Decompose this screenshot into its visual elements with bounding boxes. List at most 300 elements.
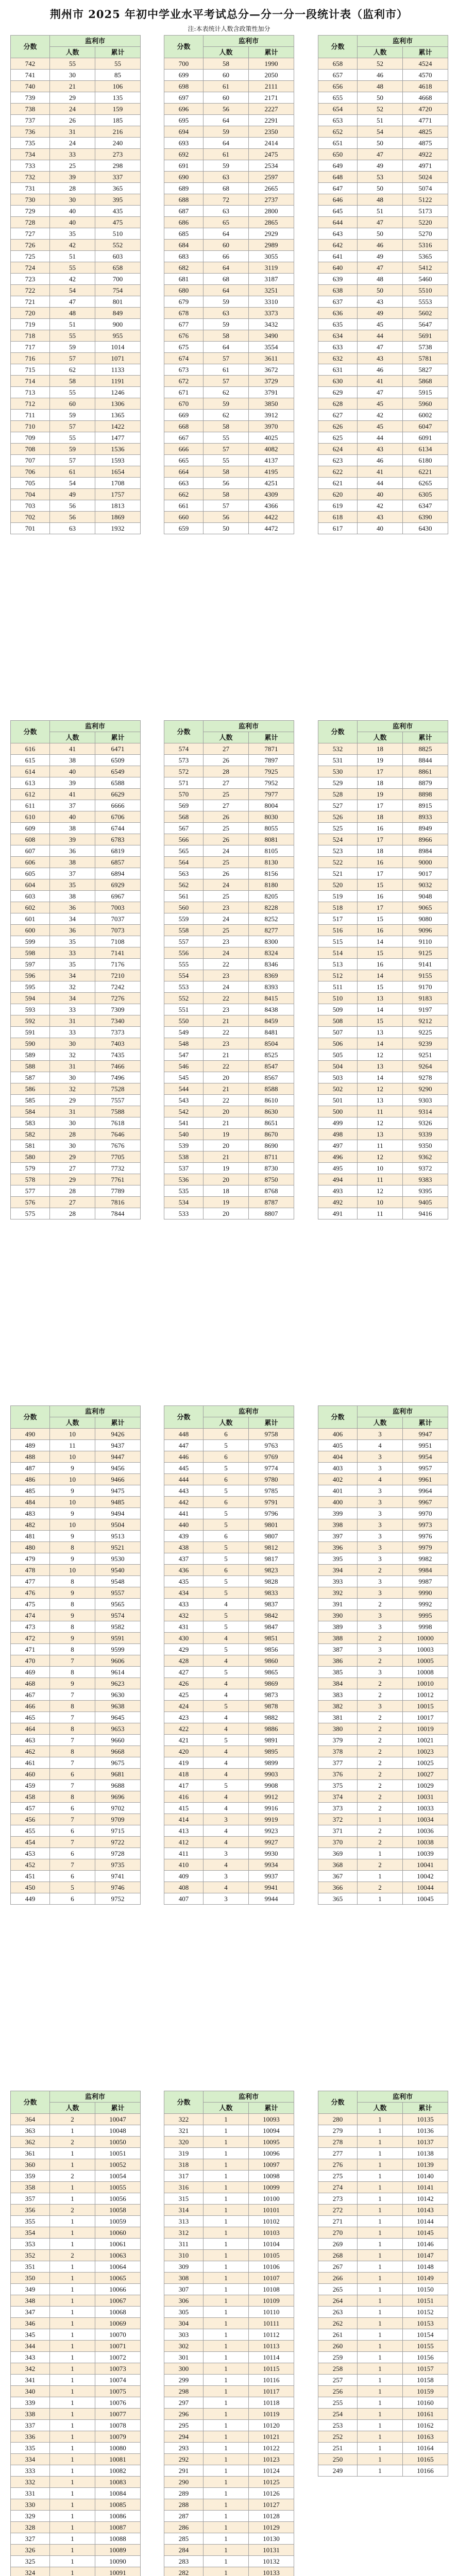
table-row <box>11 1655 141 1667</box>
count-cell: 16 <box>358 857 403 868</box>
table-row <box>164 500 294 512</box>
table-row <box>164 1140 294 1151</box>
count-cell: 3 <box>358 1576 403 1587</box>
table-row <box>318 217 448 228</box>
table-row <box>11 1791 141 1803</box>
count-cell: 28 <box>50 1185 95 1197</box>
score-cell: 446 <box>164 1451 203 1463</box>
cumulative-cell: 10105 <box>249 2250 294 2261</box>
count-cell: 7 <box>50 1859 95 1871</box>
count-cell: 1 <box>50 2533 95 2545</box>
count-cell: 1 <box>203 2533 249 2545</box>
count-cell: 3 <box>358 1531 403 1542</box>
cumulative-cell: 6180 <box>403 455 448 466</box>
table-row <box>318 376 448 387</box>
cumulative-cell: 3187 <box>249 274 294 285</box>
header-count: 人数 <box>203 1417 249 1429</box>
cumulative-cell: 4524 <box>403 58 448 70</box>
count-cell: 57 <box>50 353 95 364</box>
score-cell: 483 <box>11 1508 50 1519</box>
score-cell: 616 <box>11 743 50 755</box>
score-cell: 567 <box>164 823 203 834</box>
score-cell: 580 <box>11 1151 50 1163</box>
count-cell: 49 <box>358 308 403 319</box>
table-row <box>318 823 448 834</box>
cumulative-cell: 10152 <box>403 2307 448 2318</box>
table-row <box>11 1429 141 1440</box>
table-row <box>164 2522 294 2533</box>
table-row <box>164 1712 294 1723</box>
score-cell: 327 <box>11 2533 50 2545</box>
table-row <box>318 1049 448 1061</box>
cumulative-cell: 10059 <box>95 2216 141 2227</box>
cumulative-cell: 9995 <box>403 1610 448 1621</box>
cumulative-cell: 9599 <box>95 1644 141 1655</box>
score-cell: 387 <box>318 1644 358 1655</box>
cumulative-cell: 9290 <box>403 1083 448 1095</box>
cumulative-cell: 8933 <box>403 811 448 823</box>
table-row <box>318 2182 448 2193</box>
cumulative-cell: 8504 <box>249 1038 294 1049</box>
cumulative-cell: 9912 <box>249 1791 294 1803</box>
score-cell: 588 <box>11 1061 50 1072</box>
table-row <box>164 925 294 936</box>
cumulative-cell: 4922 <box>403 149 448 160</box>
count-cell: 24 <box>203 845 249 857</box>
count-cell: 7 <box>50 1780 95 1791</box>
score-cell: 719 <box>11 319 50 330</box>
page-title: 荆州市 2025 年初中学业水平考试总分—分一分一段统计表（监利市） <box>49 8 409 21</box>
table-row <box>164 251 294 262</box>
score-cell: 522 <box>318 857 358 868</box>
table-row <box>11 1061 141 1072</box>
table-row <box>164 1083 294 1095</box>
table-row <box>11 206 141 217</box>
score-cell: 451 <box>11 1871 50 1882</box>
table-row <box>11 879 141 891</box>
score-cell: 705 <box>11 478 50 489</box>
count-cell: 1 <box>358 2159 403 2171</box>
count-cell: 7 <box>50 1712 95 1723</box>
table-row <box>164 444 294 455</box>
cumulative-cell: 9096 <box>403 925 448 936</box>
cumulative-cell: 5316 <box>403 240 448 251</box>
table-row <box>11 319 141 330</box>
table-row <box>164 1780 294 1791</box>
table-row <box>11 444 141 455</box>
table-row <box>164 1655 294 1667</box>
score-cell: 586 <box>11 1083 50 1095</box>
score-cell: 509 <box>318 1004 358 1015</box>
table-row <box>11 1757 141 1769</box>
score-cell: 679 <box>164 296 203 308</box>
count-cell: 1 <box>358 2171 403 2182</box>
cumulative-cell: 1757 <box>95 489 141 500</box>
table-row <box>318 2193 448 2205</box>
score-cell: 307 <box>164 2284 203 2295</box>
cumulative-cell: 10075 <box>95 2386 141 2397</box>
score-cell: 321 <box>164 2125 203 2137</box>
score-cell: 680 <box>164 285 203 296</box>
cumulative-cell: 9326 <box>403 1117 448 1129</box>
table-row <box>318 1140 448 1151</box>
count-cell: 41 <box>50 789 95 800</box>
table-row <box>164 1474 294 1485</box>
count-cell: 51 <box>358 206 403 217</box>
score-cell: 273 <box>318 2193 358 2205</box>
table-row <box>11 217 141 228</box>
count-cell: 4 <box>203 1689 249 1701</box>
cumulative-cell: 9964 <box>403 1485 448 1497</box>
cumulative-cell: 5510 <box>403 285 448 296</box>
score-cell: 539 <box>164 1140 203 1151</box>
score-cell: 439 <box>164 1531 203 1542</box>
score-cell: 437 <box>164 1553 203 1565</box>
table-row <box>318 1587 448 1599</box>
cumulative-cell: 9869 <box>249 1678 294 1689</box>
cumulative-cell: 10098 <box>249 2171 294 2182</box>
count-cell: 1 <box>203 2454 249 2465</box>
table-row <box>318 1163 448 1174</box>
cumulative-cell: 5270 <box>403 228 448 240</box>
table-row <box>164 1061 294 1072</box>
cumulative-cell: 9919 <box>249 1814 294 1825</box>
table-row <box>318 1072 448 1083</box>
cumulative-cell: 10137 <box>403 2137 448 2148</box>
cumulative-cell: 9653 <box>95 1723 141 1735</box>
count-cell: 40 <box>50 206 95 217</box>
score-cell: 554 <box>164 970 203 981</box>
count-cell: 1 <box>358 2182 403 2193</box>
cumulative-cell: 1071 <box>95 353 141 364</box>
score-cell: 494 <box>318 1174 358 1185</box>
score-cell: 478 <box>11 1565 50 1576</box>
score-cell: 404 <box>318 1451 358 1463</box>
cumulative-cell: 10114 <box>249 2352 294 2363</box>
cumulative-cell: 10102 <box>249 2216 294 2227</box>
score-cell: 546 <box>164 1061 203 1072</box>
score-cell: 601 <box>11 913 50 925</box>
table-row <box>318 1825 448 1837</box>
cumulative-cell: 9823 <box>249 1565 294 1576</box>
cumulative-cell: 9668 <box>95 1746 141 1757</box>
score-cell: 479 <box>11 1553 50 1565</box>
cumulative-cell: 7789 <box>95 1185 141 1197</box>
cumulative-cell: 2534 <box>249 160 294 172</box>
table-row <box>318 2284 448 2295</box>
table-row <box>164 1803 294 1814</box>
cumulative-cell: 10081 <box>95 2454 141 2465</box>
table-row <box>11 1633 141 1644</box>
table-row <box>11 1197 141 1208</box>
table-row <box>318 1208 448 1219</box>
count-cell: 3 <box>358 1451 403 1463</box>
table-row <box>164 2182 294 2193</box>
cumulative-cell: 9383 <box>403 1174 448 1185</box>
cumulative-cell: 2414 <box>249 138 294 149</box>
cumulative-cell: 10048 <box>95 2125 141 2137</box>
cumulative-cell: 7618 <box>95 1117 141 1129</box>
cumulative-cell: 6588 <box>95 777 141 789</box>
cumulative-cell: 6666 <box>95 800 141 811</box>
count-cell: 3 <box>358 1429 403 1440</box>
cumulative-cell: 9251 <box>403 1049 448 1061</box>
count-cell: 50 <box>358 92 403 104</box>
count-cell: 24 <box>203 879 249 891</box>
count-cell: 1 <box>358 2431 403 2443</box>
table-row <box>164 879 294 891</box>
table-row <box>164 2273 294 2284</box>
count-cell: 15 <box>358 913 403 925</box>
score-cell: 689 <box>164 183 203 194</box>
score-cell: 521 <box>318 868 358 879</box>
count-cell: 26 <box>203 868 249 879</box>
score-cell: 740 <box>11 81 50 92</box>
score-cell: 721 <box>11 296 50 308</box>
score-cell: 682 <box>164 262 203 274</box>
table-row <box>164 115 294 126</box>
count-cell: 4 <box>358 1474 403 1485</box>
cumulative-cell: 10063 <box>95 2250 141 2261</box>
cumulative-cell: 9828 <box>249 1576 294 1587</box>
score-cell: 736 <box>11 126 50 138</box>
table-row <box>164 285 294 296</box>
cumulative-cell: 10124 <box>249 2465 294 2477</box>
score-cell: 361 <box>11 2148 50 2159</box>
score-cell: 572 <box>164 766 203 777</box>
score-cell: 516 <box>318 925 358 936</box>
table-row <box>164 364 294 376</box>
table-row <box>318 2307 448 2318</box>
cumulative-cell: 10158 <box>403 2375 448 2386</box>
count-cell: 27 <box>203 743 249 755</box>
cumulative-cell: 5173 <box>403 206 448 217</box>
cumulative-cell: 8588 <box>249 1083 294 1095</box>
cumulative-cell: 10021 <box>403 1735 448 1746</box>
score-cell: 295 <box>164 2420 203 2431</box>
table-row <box>318 432 448 444</box>
table-row <box>164 342 294 353</box>
table-row <box>318 398 448 410</box>
cumulative-cell: 4668 <box>403 92 448 104</box>
score-cell: 662 <box>164 489 203 500</box>
score-cell: 524 <box>318 834 358 845</box>
count-cell: 63 <box>203 172 249 183</box>
score-cell: 435 <box>164 1576 203 1587</box>
table-row <box>164 2193 294 2205</box>
score-cell: 576 <box>11 1197 50 1208</box>
header-count: 人数 <box>50 47 95 58</box>
score-cell: 709 <box>11 432 50 444</box>
score-cell: 688 <box>164 194 203 206</box>
table-row <box>164 1519 294 1531</box>
count-cell: 56 <box>50 500 95 512</box>
count-cell: 42 <box>358 500 403 512</box>
table-row <box>164 466 294 478</box>
cumulative-cell: 7588 <box>95 1106 141 1117</box>
count-cell: 43 <box>358 512 403 523</box>
table-row <box>11 2511 141 2522</box>
score-cell: 638 <box>318 285 358 296</box>
score-cell: 552 <box>164 993 203 1004</box>
score-table <box>10 1405 141 1905</box>
count-cell: 7 <box>50 1689 95 1701</box>
score-cell: 621 <box>318 478 358 489</box>
count-cell: 3 <box>203 1848 249 1859</box>
table-row <box>11 2250 141 2261</box>
score-cell: 251 <box>318 2443 358 2454</box>
score-cell: 557 <box>164 936 203 947</box>
table-row <box>318 2397 448 2409</box>
count-cell: 1 <box>203 2295 249 2307</box>
count-cell: 5 <box>203 1485 249 1497</box>
table-row <box>11 1599 141 1610</box>
cumulative-cell: 10067 <box>95 2295 141 2307</box>
table-row <box>11 2352 141 2363</box>
count-cell: 30 <box>50 70 95 81</box>
score-cell: 413 <box>164 1825 203 1837</box>
cumulative-cell: 8055 <box>249 823 294 834</box>
cumulative-cell: 10119 <box>249 2409 294 2420</box>
score-cell: 526 <box>318 811 358 823</box>
table-row <box>11 1083 141 1095</box>
cumulative-cell: 9565 <box>95 1599 141 1610</box>
count-cell: 60 <box>50 398 95 410</box>
cumulative-cell: 9702 <box>95 1803 141 1814</box>
cumulative-cell: 8711 <box>249 1151 294 1163</box>
cumulative-cell: 2929 <box>249 228 294 240</box>
cumulative-cell: 9197 <box>403 1004 448 1015</box>
score-cell: 656 <box>318 81 358 92</box>
cumulative-cell: 9780 <box>249 1474 294 1485</box>
count-cell: 46 <box>358 240 403 251</box>
score-cell: 500 <box>318 1106 358 1117</box>
header-score: 分数 <box>318 1406 358 1429</box>
table-row <box>164 217 294 228</box>
table-row <box>318 1185 448 1197</box>
cumulative-cell: 135 <box>95 92 141 104</box>
table-row <box>11 823 141 834</box>
score-cell: 520 <box>318 879 358 891</box>
cumulative-cell: 9437 <box>95 1440 141 1451</box>
count-cell: 1 <box>358 2352 403 2363</box>
cumulative-cell: 10135 <box>403 2114 448 2125</box>
cumulative-cell: 7871 <box>249 743 294 755</box>
table-row <box>11 1712 141 1723</box>
score-cell: 382 <box>318 1701 358 1712</box>
count-cell: 36 <box>50 902 95 913</box>
table-row <box>318 251 448 262</box>
score-cell: 354 <box>11 2227 50 2239</box>
cumulative-cell: 8861 <box>403 766 448 777</box>
score-cell: 369 <box>318 1848 358 1859</box>
header-cumulative: 累计 <box>249 2103 294 2114</box>
count-cell: 8 <box>50 1576 95 1587</box>
count-cell: 41 <box>358 466 403 478</box>
table-row <box>318 1095 448 1106</box>
table-row <box>318 1508 448 1519</box>
count-cell: 1 <box>203 2307 249 2318</box>
table-row <box>11 2556 141 2567</box>
header-cumulative: 累计 <box>95 732 141 743</box>
table-row <box>318 743 448 755</box>
count-cell: 5 <box>203 1621 249 1633</box>
score-cell: 553 <box>164 981 203 993</box>
table-row <box>11 1497 141 1508</box>
cumulative-cell: 8966 <box>403 834 448 845</box>
cumulative-cell: 10111 <box>249 2318 294 2329</box>
cumulative-cell: 9851 <box>249 1633 294 1644</box>
count-cell: 4 <box>203 1746 249 1757</box>
cumulative-cell: 801 <box>95 296 141 308</box>
table-row <box>164 1049 294 1061</box>
score-cell: 718 <box>11 330 50 342</box>
cumulative-cell: 1708 <box>95 478 141 489</box>
count-cell: 9 <box>50 1485 95 1497</box>
score-cell: 265 <box>318 2284 358 2295</box>
cumulative-cell: 6509 <box>95 755 141 766</box>
cumulative-cell: 10164 <box>403 2443 448 2454</box>
score-cell: 359 <box>11 2171 50 2182</box>
page-note: 注:本表统计人数含政策性加分 <box>188 25 270 32</box>
table-row <box>164 432 294 444</box>
count-cell: 1 <box>358 2420 403 2431</box>
score-cell: 544 <box>164 1083 203 1095</box>
count-cell: 6 <box>50 1825 95 1837</box>
score-cell: 653 <box>318 115 358 126</box>
cumulative-cell: 10017 <box>403 1712 448 1723</box>
score-cell: 392 <box>318 1587 358 1599</box>
cumulative-cell: 10086 <box>95 2511 141 2522</box>
score-cell: 678 <box>164 308 203 319</box>
score-cell: 381 <box>318 1712 358 1723</box>
table-row <box>11 1667 141 1678</box>
score-cell: 629 <box>318 387 358 398</box>
table-row <box>11 183 141 194</box>
count-cell: 60 <box>203 92 249 104</box>
count-cell: 42 <box>50 240 95 251</box>
score-table <box>318 35 448 534</box>
table-row <box>11 115 141 126</box>
count-cell: 53 <box>358 172 403 183</box>
count-cell: 49 <box>358 251 403 262</box>
score-cell: 673 <box>164 364 203 376</box>
table-row <box>164 959 294 970</box>
score-cell: 388 <box>318 1633 358 1644</box>
cumulative-cell: 10120 <box>249 2420 294 2431</box>
score-cell: 386 <box>318 1655 358 1667</box>
table-row <box>164 2477 294 2488</box>
score-cell: 608 <box>11 834 50 845</box>
table-row <box>318 1735 448 1746</box>
table-row <box>318 2216 448 2227</box>
cumulative-cell: 603 <box>95 251 141 262</box>
count-cell: 8 <box>50 1701 95 1712</box>
table-row <box>164 228 294 240</box>
score-cell: 458 <box>11 1791 50 1803</box>
score-cell: 399 <box>318 1508 358 1519</box>
score-cell: 429 <box>164 1644 203 1655</box>
table-row <box>11 523 141 534</box>
count-cell: 56 <box>50 512 95 523</box>
score-cell: 422 <box>164 1723 203 1735</box>
score-cell: 642 <box>318 240 358 251</box>
cumulative-cell: 9623 <box>95 1678 141 1689</box>
cumulative-cell: 10093 <box>249 2114 294 2125</box>
cumulative-cell: 10126 <box>249 2488 294 2499</box>
cumulative-cell: 7276 <box>95 993 141 1004</box>
score-cell: 623 <box>318 455 358 466</box>
